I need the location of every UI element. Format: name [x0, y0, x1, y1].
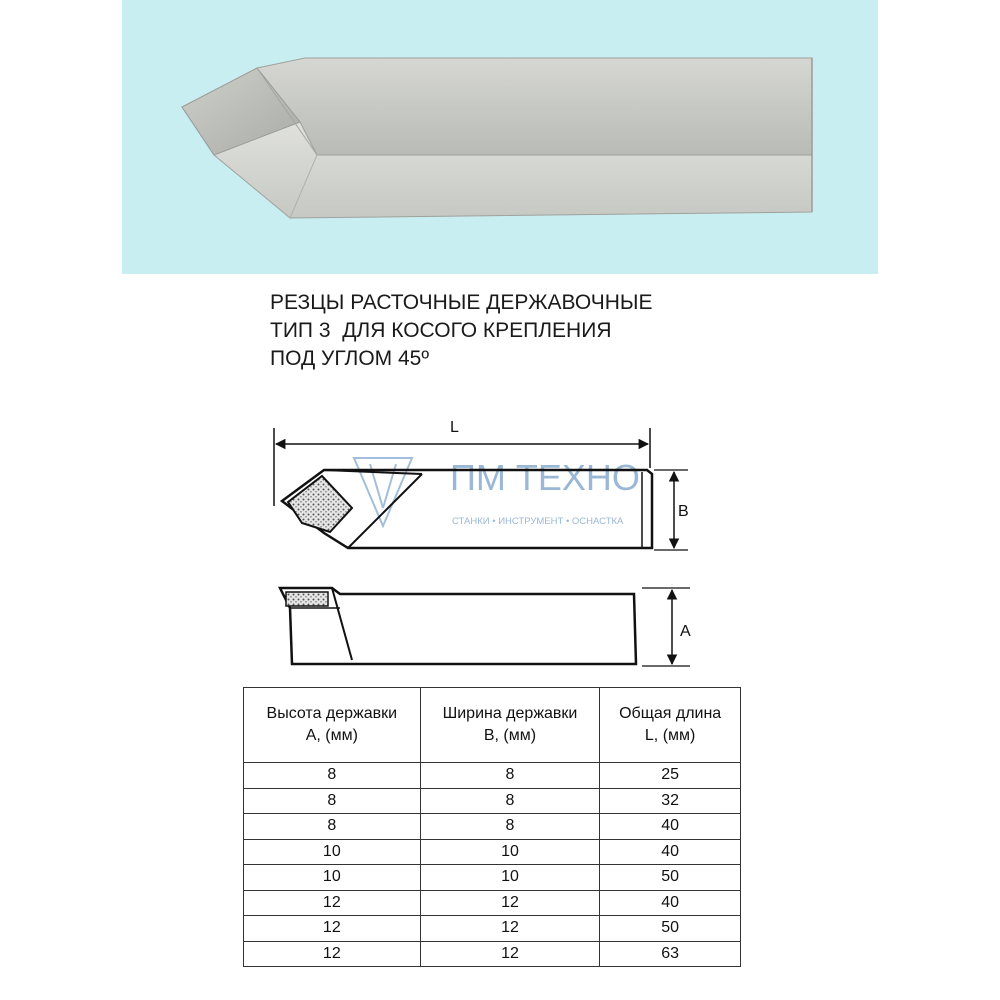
table-row	[244, 839, 741, 865]
header-height-line2: A, (мм)	[305, 727, 358, 744]
header-width-line1: Ширина державки	[442, 705, 578, 722]
cell-length: 50	[600, 865, 741, 891]
table-row	[244, 916, 741, 942]
cell-height: 12	[244, 890, 421, 916]
header-length	[600, 688, 741, 763]
title-line-1: РЕЗЦЫ РАСТОЧНЫЕ ДЕРЖАВОЧНЫЕ	[270, 291, 653, 314]
carbide-insert-top	[288, 476, 352, 532]
cell-width: 10	[420, 839, 600, 865]
cell-length: 63	[600, 941, 741, 967]
watermark-subtitle: СТАНКИ • ИНСТРУМЕНТ • ОСНАСТКА	[452, 516, 624, 527]
product-photo	[122, 0, 878, 274]
technical-drawing	[262, 408, 702, 678]
cell-width: 8	[420, 788, 600, 814]
table-row	[244, 865, 741, 891]
table-row	[244, 814, 741, 840]
header-length-line1: Общая длина	[619, 705, 722, 722]
cell-width: 8	[420, 763, 600, 789]
dimension-a-label: A	[680, 623, 691, 640]
cell-height: 12	[244, 941, 421, 967]
boring-cutter-image	[122, 0, 878, 274]
cell-length: 32	[600, 788, 741, 814]
cutter-drawing-svg	[262, 408, 702, 678]
title-line-2: ТИП 3 ДЛЯ КОСОГО КРЕПЛЕНИЯ	[270, 319, 612, 342]
header-width-line2: B, (мм)	[483, 727, 537, 744]
cell-length: 25	[600, 763, 741, 789]
side-view-outline	[280, 588, 636, 664]
carbide-insert-side	[286, 592, 328, 606]
title-line-3: ПОД УГЛОМ 45º	[270, 347, 430, 370]
cell-width: 12	[420, 890, 600, 916]
table-row	[244, 941, 741, 967]
cell-length: 50	[600, 916, 741, 942]
cell-length: 40	[600, 814, 741, 840]
header-height	[244, 688, 421, 763]
cell-height: 8	[244, 788, 421, 814]
table-row	[244, 763, 741, 789]
cell-height: 10	[244, 839, 421, 865]
table-header-row	[244, 688, 741, 763]
dimension-b-label: B	[678, 503, 689, 520]
cell-width: 12	[420, 941, 600, 967]
cell-height: 8	[244, 814, 421, 840]
table-row	[244, 890, 741, 916]
cell-height: 8	[244, 763, 421, 789]
header-width	[420, 688, 600, 763]
dimensions-table	[243, 687, 741, 967]
cell-width: 8	[420, 814, 600, 840]
watermark-title: ПМ ТЕХНО	[450, 457, 640, 498]
cell-length: 40	[600, 839, 741, 865]
cell-length: 40	[600, 890, 741, 916]
header-height-line1: Высота державки	[266, 705, 398, 722]
header-length-line2: L, (мм)	[644, 727, 696, 744]
cell-height: 12	[244, 916, 421, 942]
cell-width: 10	[420, 865, 600, 891]
cell-width: 12	[420, 916, 600, 942]
dimension-l-label: L	[450, 419, 459, 436]
cell-height: 10	[244, 865, 421, 891]
product-title	[270, 289, 653, 373]
table-row	[244, 788, 741, 814]
